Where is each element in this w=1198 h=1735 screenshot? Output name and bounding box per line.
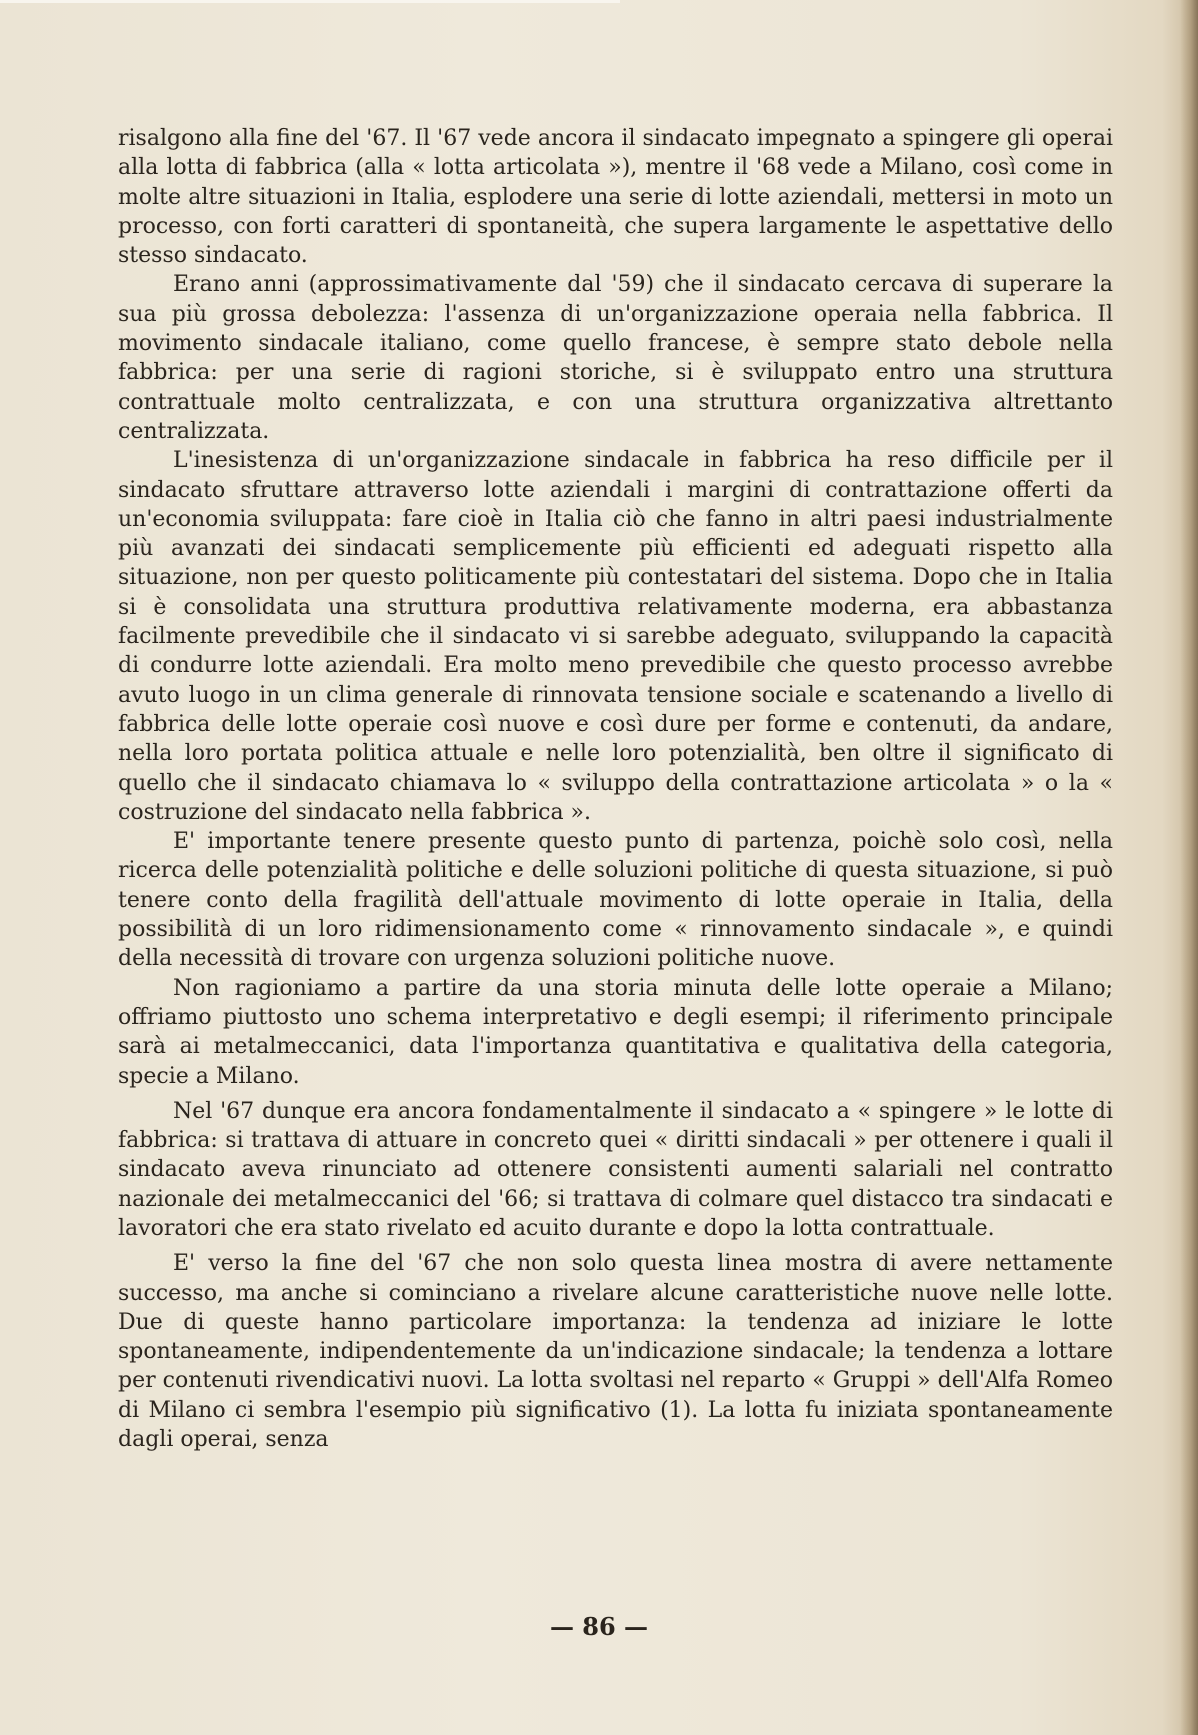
paragraph-1: risalgono alla fine del '67. Il '67 vede ancora il sindacato impegnato a spingere gli operai alla lotta di fabbrica (alla « lotta articolata »), mentre il '68 vede a Milano, così come in molte altre situazioni in Italia, esplodere una serie di lotte aziendali, mettersi in moto un processo, con forti caratteri di spontaneità, che supera largamente le aspettative dello stesso sindacato.: [118, 126, 1113, 269]
paragraph-5: Non ragioniamo a partire da una storia minuta delle lotte operaie a Milano; offriamo piuttosto uno schema interpretativo e degli esempi; il riferimento principale sarà ai metalmeccanici, data l'importanza quantitativa e qualitativa della categoria, specie a Milano.: [118, 975, 1113, 1089]
paragraph-3: L'inesistenza di un'organizzazione sindacale in fabbrica ha reso difficile per il sindacato sfruttare attraverso lotte aziendali i margini di contrattazione offerti da un'economia sviluppata: fare cioè in Italia ciò che fanno in altri paesi industrialmente più avanzati dei sindacati semplicemente più efficienti ed adeguati rispetto alla situazione, non per questo politicamente più contestatari del sistema. Dopo che in Italia si è consolidata una struttura produttiva relativamente moderna, era abbastanza facilmente prevedibile che il sindacato vi si sarebbe adeguato, sviluppando la capacità di condurre lotte aziendali. Era molto meno prevedibile che questo processo avrebbe avuto luogo in un clima generale di rinnovata tensione sociale e scatenando a livello di fabbrica delle lotte operaie così nuove e così dure per forme e contenuti, da andare, nella loro portata politica attuale e nelle loro potenzialità, ben oltre il significato di quello che il sindacato chiamava lo « sviluppo della contrattazione articolata » o la « costruzione del sindacato nella fabbrica ».: [118, 448, 1113, 825]
page-edge-shadow: [1180, 0, 1198, 1735]
paragraph-6: Nel '67 dunque era ancora fondamentalmente il sindacato a « spingere » le lotte di fabbrica: si trattava di attuare in concreto quei « diritti sindacali » per ottenere i quali il sindacato aveva rinunciato ad ottenere consistenti aumenti salariali nel contratto nazionale dei metalmeccanici del '66; si trattava di colmare quel distacco tra sindacati e lavoratori che era stato rivelato ed acuito durante e dopo la lotta contrattuale.: [118, 1098, 1113, 1241]
page-number: — 86 —: [549, 1612, 649, 1641]
scan-top-strip: [0, 0, 620, 3]
paragraph-7: E' verso la fine del '67 che non solo questa linea mostra di avere nettamente successo, ma anche si cominciano a rivelare alcune caratteristiche nuove nelle lotte. Due di queste hanno particolare importanza: la tendenza ad iniziare le lotte spontaneamente, indipendentemente da un'indicazione sindacale; la tendenza a lottare per contenuti rivendicativi nuovi. La lotta svoltasi nel reparto « Gruppi » dell'Alfa Romeo di Milano ci sembra l'esempio più significativo (1). La lotta fu iniziata spontaneamente dagli operai, senza: [118, 1251, 1113, 1453]
body-text: [118, 124, 1113, 1454]
paragraph-2: Erano anni (approssimativamente dal '59) che il sindacato cercava di superare la sua più grossa debolezza: l'assenza di un'organizzazione operaia nella fabbrica. Il movimento sindacale italiano, come quello francese, è sempre stato debole nella fabbrica: per una serie di ragioni storiche, si è sviluppato entro una struttura contrattuale molto centralizzata, e con una struttura organizzativa altrettanto centralizzata.: [118, 272, 1113, 444]
paragraph-4: E' importante tenere presente questo punto di partenza, poichè solo così, nella ricerca delle potenzialità politiche e delle soluzioni politiche di questa situazione, si può tenere conto della fragilità dell'attuale movimento di lotte operaie in Italia, della possibilità di un loro ridimensionamento come « rinnovamento sindacale », e quindi della necessità di trovare con urgenza soluzioni politiche nuove.: [118, 829, 1113, 972]
